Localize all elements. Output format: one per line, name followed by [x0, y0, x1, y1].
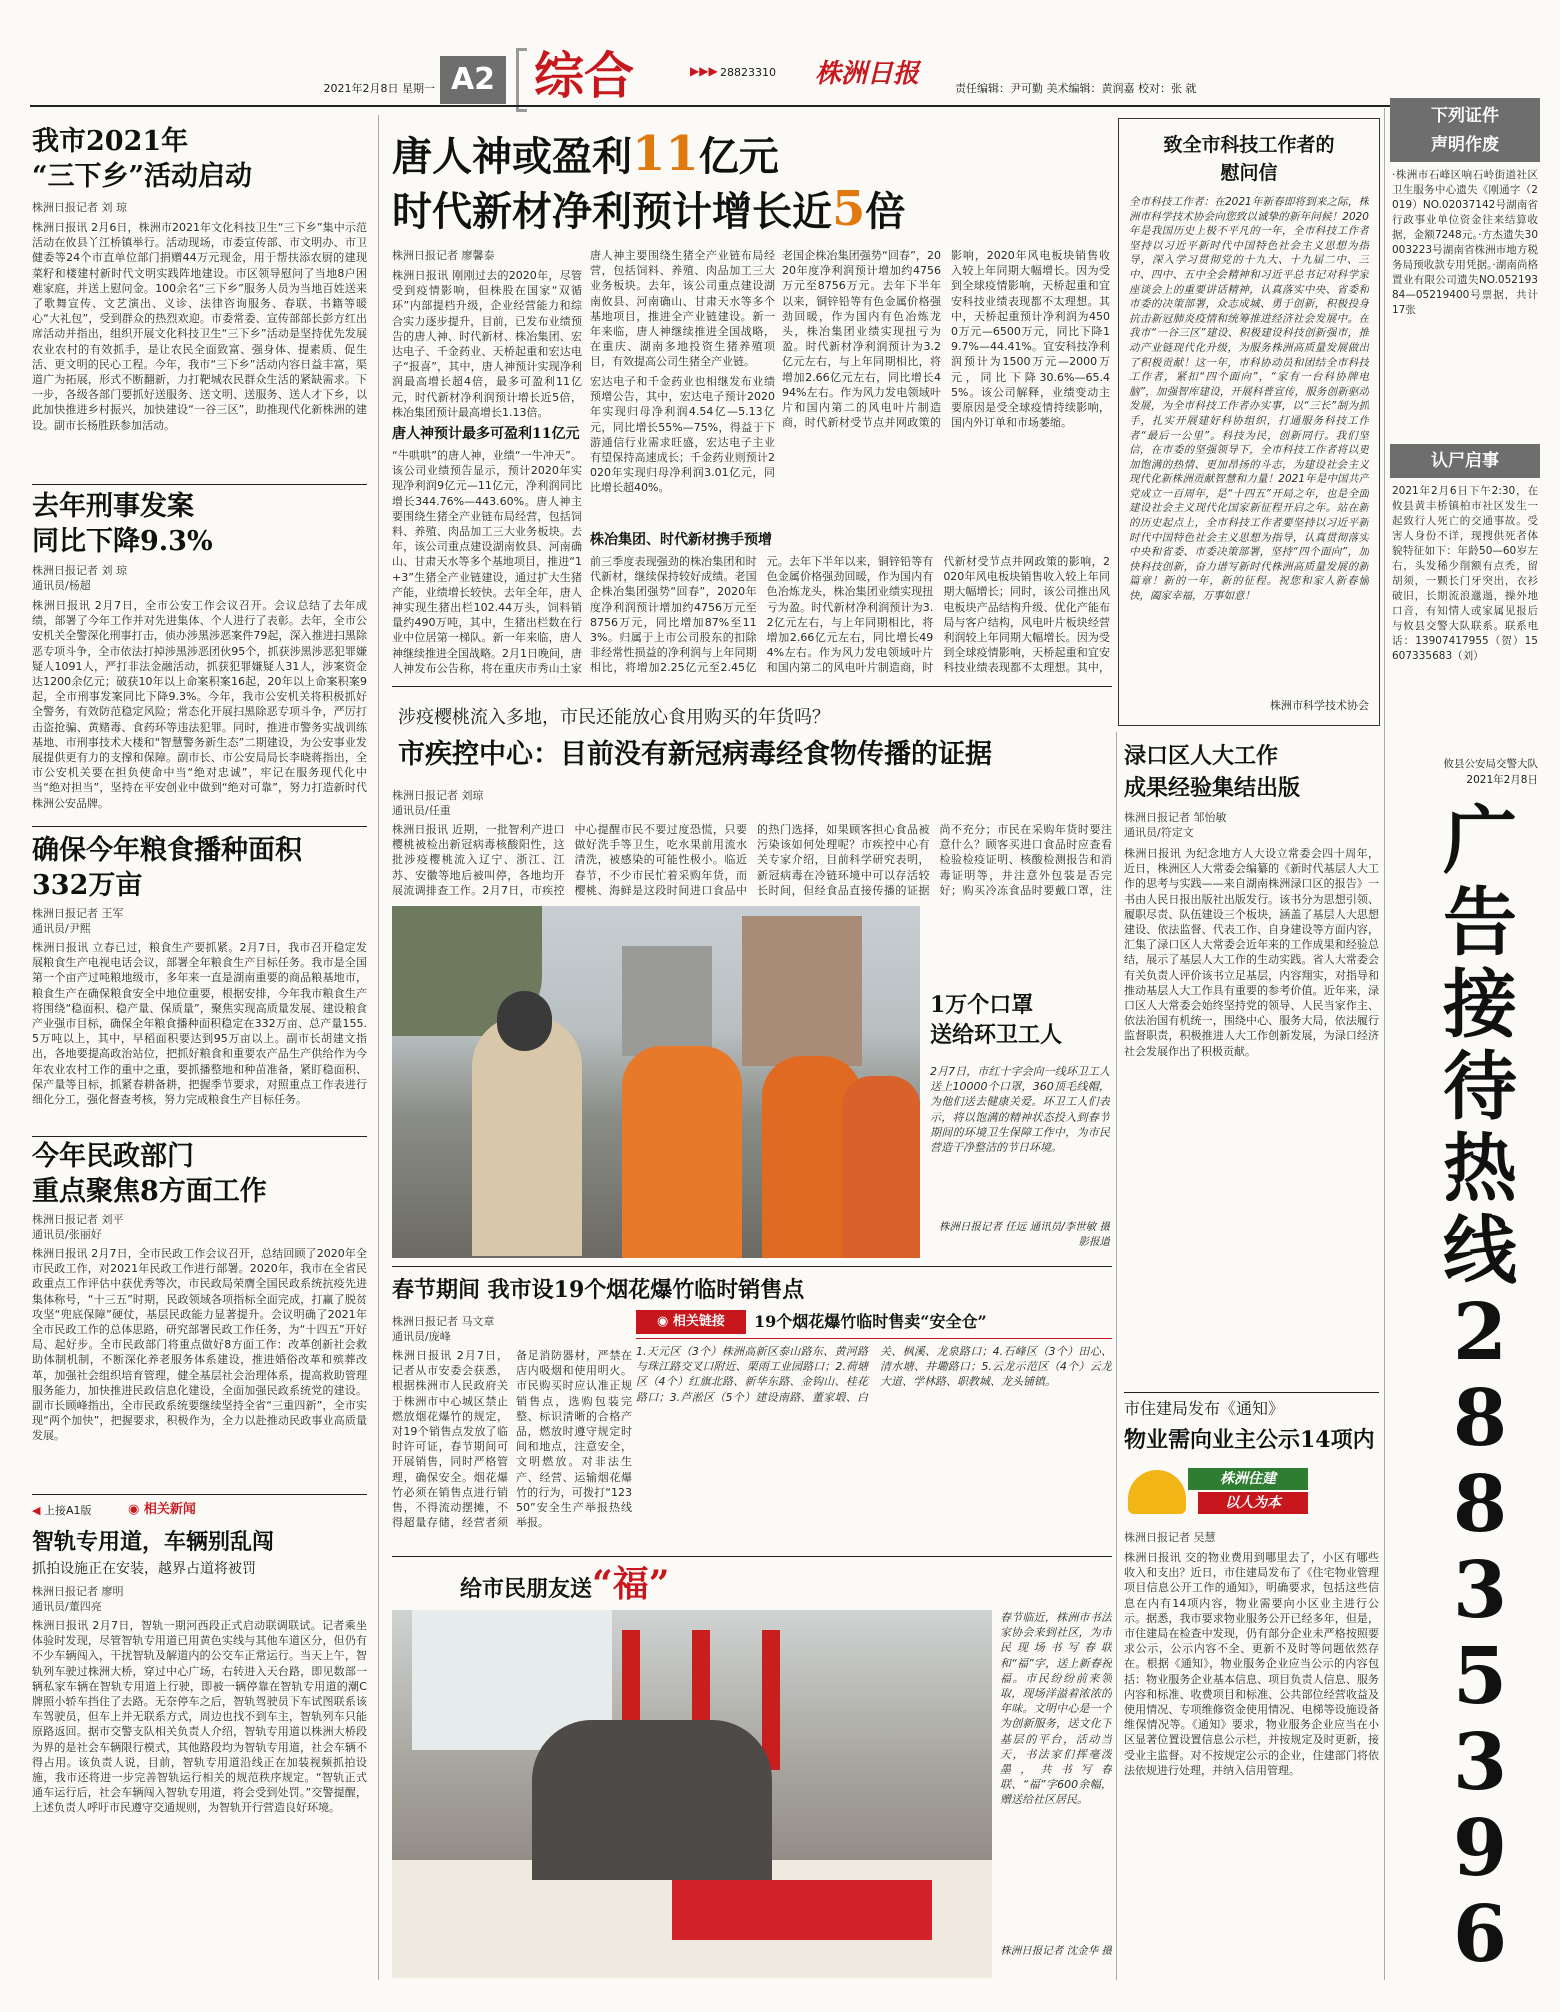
lead-body-4-top: 老国企株冶集团强势“回春”，2020年度净利润预计增加约4756万元至8756万元。去年下半年以来，铜锌铅等有色金属价格强劲回暖，作为国内有色冶炼龙头，株冶集团业绩实现扭亏为盈。时代新材净利润预计为3.2亿元左右，与上年同期相比，将增加2.66亿元左右，同比增长494%左右。作为风力发电领域叶片和国内第二的风电叶片制造商，时代新材受节点并网政策的影响，2020年风电板块销售收入较上年同期大幅增长。因为受到全球疫情影响，天桥起重和宜安科技业绩表现都不太理想。其中，天桥起重预计净利润为4500万元—6500万元，同比下降19.7%—44.41%。宜安科技净利润预计为1500万元—2000万元，同比下降30.6%—65.45%。该公司解释，业绩变动主要原因是受全球疫情持续影响，国内外订单和市场萎缩。 — [782, 249, 1110, 430]
b4-title-a: 给市民朋友送 — [460, 1576, 593, 1602]
letter-sign: 株洲市科学技术协会 — [1270, 699, 1369, 712]
mask-donation-photo — [392, 906, 920, 1258]
b4-title-b: “福” — [592, 1563, 670, 1605]
a5-tag — [128, 1500, 238, 1520]
lead-title-1c: 亿元 — [698, 133, 779, 180]
circle-dot-icon: ◉ — [657, 1314, 669, 1329]
a4-byline-1: 株洲日报记者 刘平 — [32, 1213, 124, 1226]
b2-caption-title-2: 送给环卫工人 — [930, 1022, 1063, 1048]
a1-title-1: 我市2021年 — [32, 126, 189, 157]
b3-box-rule — [636, 1338, 1112, 1339]
a5-prev-link[interactable] — [32, 1502, 122, 1518]
ad-hotline-number: 28835396 — [1452, 1290, 1508, 1980]
lead-byline: 株洲日报记者 廖馨泰 — [392, 249, 495, 262]
b1-title: 市疾控中心：目前没有新冠病毒经食物传播的证据 — [398, 739, 992, 770]
ads-vertical-rule — [1384, 108, 1385, 1980]
editor-line: 责任编辑：尹可勤 美术编辑：黄润嘉 校对：张 就 — [955, 82, 1197, 95]
a2-byline-2: 通讯员/杨超 — [32, 579, 91, 592]
b4-caption-sign: 株洲日报记者 沈金华 摄 — [1000, 1945, 1112, 1957]
lead-body-2: “牛哄哄”的唐人神，业绩“一牛冲天”。该公司业绩预告显示，预计2020年实现净利润9亿元—11亿元，净利润同比增长344.76%—443.60%。唐人神主要围绕生猪全产业链布局经营，包括饲料、养殖、肉品加工三大业务板块。去年，该公司重点建设湖南攸县、河南确山、甘肃天水等多个基地项目，推进“1+3”生猪全产业链建设，通过扩大生猪产能，业绩增长较快。去年全年，唐人神实现生猪出栏102.44万头，饲料销量约490万吨，其中，生猪出栏数在行业中位居第一梯队。新一年来临，唐人神继续推进全国战略。2月1日晚间，唐人神发布公告称，将在重庆市秀山土家 — [392, 449, 582, 675]
c1-byline-2: 通讯员/符定文 — [1124, 826, 1194, 839]
lead-body-3: 宏达电子和千金药业也相继发布业绩预增公告，其中，宏达电子预计2020年实现归母净利润4.54亿—5.13亿元，同比增长55%—75%，得益于下游通信行业需求旺盛，宏达电子主业有望保持高速成长；千金药业则预计2020年实现归母净利润3.01亿元，同比增长超40%。 — [590, 375, 775, 495]
col1-rule-3 — [32, 1136, 367, 1137]
c1-title-1: 渌口区人大工作 — [1124, 743, 1279, 769]
lead-title-2a: 时代新材净利预计增长近 — [392, 188, 832, 235]
col1-rule-1 — [32, 484, 367, 485]
masthead-date: 2021年2月8日 星期一 — [323, 82, 435, 95]
c2-body: 株洲日报讯 交的物业费用到哪里去了，小区有哪些收入和支出？近日，市住建局发布了《住宅物业管理项目信息公开工作的通知》，明确要求，包括这些信息在内有14项内容，物业需要向小区业主进行公示。据悉，我市要求物业服务公开已经多年，但是，市住建局在检查中发现，仍有部分企业未严格按照要求公示，公示内容不全、更新不及时等问题依然存在。根据《通知》，物业服务企业应当公示的内容包括：物业服务企业基本信息、项目负责人信息、服务内容和标准、收费项目和标准、公共部位经营收益及使用情况、专项维修资金使用情况、电梯等设施设备维保情况等。《通知》要求，物业服务企业应当在小区显著位置设置信息公示栏，并按规定及时更新，接受业主监督。对不按规定公示的企业，住建部门将依法依规进行处理，并纳入信用管理。 — [1124, 1551, 1379, 1777]
a1-byline: 株洲日报记者 刘 琼 — [32, 201, 127, 214]
lead-body-4: 前三季度表现强劲的株冶集团和时代新材，继续保持较好成绩。老国企株冶集团强势“回春”，2020年度净利润预计增加约4756万元至8756万元，同比增加87%至113%。归属于上市公司股东的扣除非经常性损益的净利润与上年同期相比，将增加2.25亿元至2.45亿元。去年下半年以来，铜锌铅等有色金属价格强劲回暖，作为国内有色冶炼龙头，株冶集团业绩实现扭亏为盈。时代新材净利润预计为3.2亿元左右，与上年同期相比，将增加2.66亿元左右，同比增长494%左右。作为风力发电领域叶片和国内第二的风电叶片制造商，时代新材受节点并网政策的影响，2020年风电板块销售收入较上年同期大幅增长；同时，该公司推出风电板块产品结构升级、优化产能布局与客户结构，风电叶片板块经营利润较上年同期大幅增长。因为受到全球疫情影响，天桥起重和宜安科技业绩表现都不太理想。其中， — [590, 555, 1110, 675]
b3-box-tag-label: 相关链接 — [672, 1314, 725, 1329]
lead-body-1: 株洲日报讯 刚刚过去的2020年，尽管受到疫情影响，但株股在国家“双循环”内部提档升级，企业经营能力和综合实力逐步提升，目前，已发布业绩预告的唐人神、时代新材、株冶集团、宏达电子、千金药业、天桥起重和宏达电子“报喜”，其中，唐人神预计实现净利润最高增长超4倍，最多可盈利11亿元，时代新材净利润预计增长近5倍，株冶集团预计最高增长1.13倍。 — [392, 269, 582, 418]
b3-top-rule — [392, 1266, 1112, 1267]
b2-caption-body: 2月7日，市红十字会向一线环卫工人送上10000个口罩，360顶毛线帽，为他们送去健康关爱。环卫工人们表示，将以饱满的精神状态投入到春节期间的环境卫生保障工作中，为市民营造干净整洁的节日环境。 — [930, 1065, 1110, 1155]
hotline-arrows: ▶▶▶ — [690, 64, 718, 78]
b3-body: 株洲日报讯 2月7日，记者从市安委会获悉，根据株洲市人民政府关于株洲市中心城区禁止燃放烟花爆竹的规定，对19个销售点发放了临时许可证，春节期间可开展销售，同时严格管理，确保安全。烟花爆竹必须在销售点进行销售，不得流动摆摊，不得超量存储，经营者须备足消防器材，严禁在店内吸烟和使用明火。市民购买时应认准正规销售点，选购包装完整、标识清晰的合格产品，燃放时遵守规定时间和地点，注意安全，文明燃放。对非法生产、经营、运输烟花爆竹的行为，可拨打“12350”安全生产举报热线举报。 — [392, 1349, 632, 1530]
a5-tag-label: 相关新闻 — [143, 1502, 196, 1517]
c2-logo — [1128, 1464, 1328, 1522]
lead-title-2 — [392, 183, 1112, 235]
photo-building — [742, 916, 862, 1066]
a4-byline-2: 通讯员/张丽好 — [32, 1228, 102, 1241]
c2-logo-text-2: 以人为本 — [1198, 1492, 1308, 1514]
a3-title-2: 332万亩 — [32, 870, 143, 901]
c2-kicker: 市住建局发布《通知》 — [1124, 1399, 1285, 1418]
b1-top-rule — [392, 686, 1112, 687]
letter-body: 全市科技工作者：在2021年新春即将到来之际，株洲市科学技术协会向您致以诚挚的新年问候！2020年是我国历史上极不平凡的一年，全市科技工作者坚持以习近平新时代中国特色社会主义思想为指导，深入学习贯彻党的十九大、十九届二中、三中、四中、五中全会精神和习近平总书记对科学家座谈会上的重要讲话精神，认真落实中央、省委和市委的决策部署，众志成城、勇于创新，积极投身抗击新冠肺炎疫情和统筹推进经济社会发展中。在我市“一谷三区”建设、积极建设科技创新强市，推动产业链现代化升级，为服务株洲高质量发展做出了积极贡献！这一年，市科协动员和团结全市科技工作者，紧扣“四个面向”，“家有一台科协牌电脑”，加强智库建设，开展科普宣传，服务创新驱动发展，为全市科技工作者办实事，以“三长”制为抓手，扎实开展建好科协组织，打通服务科技工作者“最后一公里”。科技为民，创新同行。我们坚信，在市委的坚强领导下，全市科技工作者将以更加饱满的热情、更加昂扬的斗志，为建设社会主义现代化新株洲贡献智慧和力量！2021年是中国共产党成立一百周年，是“十四五”开局之年，也是全面建设社会主义现代化国家新征程开启之年。站在新的历史起点上，全市科技工作者要坚持以习近平新时代中国特色社会主义思想为指导，认真贯彻落实中央和省委、市委决策部署，坚持“四个面向”，加快科技创新，奋力谱写新时代株洲高质量发展的新篇章！新的一年，新的征程。祝您和家人新春愉快，阖家幸福，万事如意！ — [1129, 196, 1369, 603]
a4-title-2: 重点聚焦8方面工作 — [32, 1176, 267, 1207]
photo-people — [532, 1720, 772, 1880]
a1-body: 株洲日报讯 2月6日，株洲市2021年文化科技卫生“三下乡”集中示范活动在攸县丫江桥镇举行。活动现场，市委宣传部、市文明办、市卫健委等24个市直单位部门捐赠44万元现金，用于帮扶添农厨的建现菜籽和楼建村新时代文明实践阵地建设。市区领导慰问了当地8户困难家庭，并送上慰问金。100余名“三下乡”服务人员为当地百姓送来了歌舞宣传、文艺演出、义诊、法律咨询服务、春联、书籍等暖心“大礼包”，受到群众的热烈欢迎。市委常委、宣传部部长彭方红出席活动并指出，组织开展文化科技卫生“三下乡”活动是坚持优先发展农业农村的有效抓手，是让农民全面致富、强身体、提素质、促生活、更文明的民心工程。今年，我市“三下乡”活动内容日益丰富，渠道广为拓展，形式不断翻新，力打靶城农民群众生活的紧缺需求。下一步，各级各部门要抓好送服务、送文明、送服务、送人才下乡，以此加快推进乡村振兴，加快建设“一谷三区”，助推现代化新株洲的建设。副市长杨胜跃参加活动。 — [32, 221, 367, 432]
a2-title-1: 去年刑事发案 — [32, 491, 194, 522]
a5-byline-1: 株洲日报记者 廖明 — [32, 1585, 124, 1598]
photo-worker-3 — [842, 1076, 920, 1258]
a5-title: 智轨专用道，车辆别乱闯 — [32, 1529, 275, 1555]
b3-box-title: 19个烟花爆竹临时售卖“安全仓” — [754, 1312, 987, 1331]
notice-sign-1: 攸县公安局交警大队 — [1443, 758, 1538, 770]
a1-title-2: “三下乡”活动启动 — [32, 161, 253, 192]
b3-link-box — [636, 1310, 1112, 1550]
a5-body: 株洲日报讯 2月7日，智轨一期河西段正式启动联调联试。记者乘坐体验时发现，尽管智轨专用道已用黄色实线与其他车道区分，但仍有不少车辆闯入，干扰智轨及解道内的公交车正常运行。当天上午，智轨列车驶过株洲大桥，穿过中心广场，右转进入天台路，即见数部一辆私家车辆在智轨专用道上行驶，即被一辆停靠在智轨专用道的潮C牌照小轿车挡住了去路。无奈停车之后，智轨驾驶员下车试图联系该车驾驶员，但车上并无联系方式，周边也找不到车主，智轨列车只能原路返回。据市交警支队相关负责人介绍，智轨专用道以株洲大桥段为界的是社会车辆限行模式，其他路段均为智轨专用道，社会车辆不得占用。该负责人说，目前，智轨专用道沿线正在加装视频抓拍设施，我市还将进一步完善智轨运行相关的规范秩序规定。“智轨正式通车运行后，社会车辆闯入智轨专用道，将会受到处罚。”交警提醒，上述负责人呼吁市民遵守交通规则，为智轨开行营造良好环境。 — [32, 1619, 367, 1815]
section-bracket-left — [516, 48, 527, 112]
photo-person-man — [472, 1016, 582, 1256]
b3-title: 春节期间 我市设19个烟花爆竹临时销售点 — [392, 1277, 805, 1303]
lead-title-1a: 唐人神或盈利 — [392, 133, 632, 180]
a2-title-2: 同比下降9.3% — [32, 526, 213, 557]
b3-byline-2: 通讯员/庞峰 — [392, 1330, 451, 1343]
notice-title: 认尸启事 — [1431, 451, 1499, 471]
a5-subtitle: 抓拍设施正在安装，越界占道将被罚 — [32, 1561, 256, 1577]
col1-rule-4 — [32, 1494, 367, 1495]
a2-byline-1: 株洲日报记者 刘 琼 — [32, 564, 127, 577]
page-number-badge — [440, 56, 506, 104]
b1-byline-2: 通讯员/任重 — [392, 804, 451, 817]
notice-sign-2: 2021年2月8日 — [1466, 774, 1538, 786]
a2-body: 株洲日报讯 2月7日，全市公安工作会议召开。会议总结了去年成绩，部署了今年工作并对先进集体、个人进行了表彰。去年，全市公安机关全警深化刑事打击，侦办涉黑涉恶案件79起，深入推进扫黑除恶专项斗争，全市依法打掉涉黑涉恶团伙95个，抓获涉黑涉恶犯罪嫌疑人1091人，严打非法金融活动，抓获犯罪嫌疑人31人，涉案资金达1200余亿元；破获10年以上命案积案16起，20年以上命案积案9起，全市刑事发案同比下降9.3%。今年，我市公安机关将积极抓好全警务，有效防范稳定风险；常态化开展扫黑除恶专项斗争，严厉打击盗抢骗、黄赌毒、食药环等违法犯罪。同时，推进市警务实战训练基地、市刑事技术大楼和“智慧警务新生态”二期建设，为公安事业发展提供更有力的支撑和保障。副市长、市公安局局长李晓蒋指出，全市公安机关要在担负使命中当“绝对忠诚”，牢记在服务现代化中当“绝对担当”，坚持在平安创业中做到“绝对可靠”，努力打造新时代株洲公安品牌。 — [32, 599, 367, 810]
c1-title-2: 成果经验集结出版 — [1124, 775, 1301, 801]
c2-byline: 株洲日报记者 吴慧 — [1124, 1531, 1216, 1544]
col-mid-vertical-rule — [1116, 732, 1117, 1980]
b4-top-rule — [392, 1556, 1112, 1557]
letter-title-2: 慰问信 — [1220, 162, 1278, 184]
lead-title-1 — [392, 128, 1112, 180]
b2-caption-title-1: 1万个口罩 — [930, 992, 1034, 1018]
photo-red-couplet-3 — [762, 1630, 780, 1770]
ad-hotline-label: 广告接待热线 — [1443, 800, 1517, 1290]
lead-subhead-2: 株冶集团、时代新材携手预增 — [590, 532, 772, 548]
a3-byline-2: 通讯员/尹熙 — [32, 922, 91, 935]
section-hotline: 28823310 — [720, 66, 776, 79]
lead-title-2b: 5 — [832, 183, 866, 235]
b4-title — [460, 1562, 860, 1606]
b3-box-tag — [636, 1310, 746, 1334]
ads-header — [1390, 98, 1540, 162]
page-number: A2 — [450, 62, 496, 97]
c-col-rule — [1124, 1392, 1379, 1393]
c2-title: 物业需向业主公示14项内 — [1124, 1427, 1375, 1453]
photo-building-2 — [622, 946, 712, 1056]
b2-caption-sign: 株洲日报记者 任远 通讯员/李世敏 摄影报道 — [938, 1221, 1110, 1248]
calligraphy-photo — [392, 1610, 992, 1978]
a4-title-1: 今年民政部门 — [32, 1141, 194, 1172]
a3-body: 株洲日报讯 立春已过，粮食生产要抓紧。2月7日，我市召开稳定发展粮食生产电视电话会议，部署全年粮食生产目标任务。我市是全国第一个亩产过吨粮地级市，多年来一直是湖南重要的商品粮基地市，粮食生产在确保粮食安全中地位重要，根据安排，今年我市粮食生产将围绕“稳面积、稳产量、保质量”，聚焦实现高质量发展、建设粮食产业强市目标，确保全年粮食播种面积稳定在332万亩、总产量155.5万吨以上，其中，早稻面积要达到95万亩以上。副市长胡建文指出，各地要提高政治站位，把抓好粮食和重要农产品生产供给作为今年农业农村工作的重中之重，要抓播整地和种苗准备，紧盯稳面积、保产量等目标，抓紧春耕备耕，把握季节要求，对照重点工作表进行细化分工，强化督查考核，努力完成粮食生产目标任务。 — [32, 941, 367, 1107]
b1-kicker: 涉疫樱桃流入多地，市民还能放心食用购买的年货吗？ — [398, 707, 830, 728]
a3-title-1: 确保今年粮食播种面积 — [32, 835, 302, 866]
a3-byline-1: 株洲日报记者 王军 — [32, 907, 124, 920]
circle-dot-icon: ◉ — [128, 1502, 140, 1517]
photo-worker-1 — [622, 1046, 742, 1258]
c2-logo-text-1: 株洲住建 — [1188, 1468, 1308, 1490]
notice-body: 2021年2月6日下午2:30，在攸县黄丰桥镇柏市社区发生一起致行人死亡的交通事故。受害人身份不详，现搜供死者体貌特征如下：年龄50—60岁左右，头发稀少削额有点秃，留胡须，一颗长门牙突出，衣衫破旧，长期流浪邋遢，操外地口音，有知情人或家属见报后与攸县交警大队联系。联系电话：13907417955（贺）15607335683（刘） — [1392, 485, 1538, 662]
ads-body: ·株洲市石峰区响石岭街道社区卫生服务中心遗失《刚通字（2019）NO.02037142号湖南省行政事业单位资金往来结算收据，金额7248元。·方杰遗失30003223号湖南省株洲市地方税务局预收款专用凭据。·湖南尚格置业有限公司遗失NO.05219384—05219400号票据，共计17张 — [1392, 169, 1538, 316]
letter-box — [1118, 118, 1380, 726]
col1-vertical-rule — [378, 115, 379, 1980]
paper-logo: 株洲日报 — [815, 59, 920, 89]
b4-caption: 春节临近，株洲市书法家协会来到社区，为市民现场书写春联和“福”字，送上新春祝福。市民纷纷前来领取，现场洋溢着浓浓的年味。文明中心是一个为创新服务，送文化下基层的平台，活动当天，书法家们挥毫泼墨，共书写春联、“福”字600余幅，赠送给社区居民。 — [1000, 1611, 1112, 1807]
lead-body-2-cont: 唐人神主要围绕生猪全产业链布局经营，包括饲料、养殖、肉品加工三大业务板块。去年，该公司重点建设湖南攸县、河南确山、甘肃天水等多个基地项目，推进全产业链建设。新一年来临，唐人神继续推进全国战略，在重庆、湖南多地投资生猪养殖项目，有效提高公司生猪全产业链。 — [590, 249, 775, 368]
arrow-left-icon: ◀ — [32, 1504, 41, 1517]
c1-byline-1: 株洲日报记者 邹怡敏 — [1124, 811, 1227, 824]
c1-body: 株洲日报讯 为纪念地方人大设立常委会四十周年，近日，株洲区人大常委会编纂的《新时代基层人大工作的思考与实践——来自湖南株洲渌口区的报告》一书由人民日报出版社出版发行。该书分为思想引领、履职尽责、队伍建设三个板块，涵盖了基层人大思想建设、依法监督、代表工作、自身建设等方面内容，汇集了渌口区人大常委会近年来的工作成果和经验总结，展示了基层人大工作的生动实践。省人大常委会有关负责人评价该书立足基层，内容翔实，对指导和推动基层人大工作具有重要的参考价值。近年来，渌口区人大常委会始终坚持党的领导、人民当家作主、依法治国有机统一，围绕中心、服务大局，依法履行监督职责，积极推进人大工作创新发展，为渌口经济社会发展作出了积极贡献。 — [1124, 847, 1379, 1058]
section-title: 综合 — [534, 46, 634, 105]
a5-prev-label: 上接A1版 — [43, 1504, 92, 1517]
photo-red-paper — [672, 1880, 932, 1940]
a4-body: 株洲日报讯 2月7日，全市民政工作会议召开，总结回顾了2020年全市民政工作，对2021年民政工作进行部署。2020年，我市在全省民政重点工作评估中获优秀等次，市民政局荣膺全国民政系统抗疫先进集体称号，“十三五”时期，民政领域各项指标全面完成，打赢了脱贫攻坚“兜底保障”硬仗，基层民政能力显著提升。会议明确了2021年全市民政工作的总体思路，研究部署民政工作任务，为“十四五”开好局、起好步。全市民政部门将重点做好8方面工作：改革创新社会救助体制机制，不断深化养老服务体系建设，推进婚俗改革和殡葬改革，加强社会组织培育管理，健全基层社会治理体系，提高救助管理服务能力，加快推进民政信息化建设，全面加强民政系统党的建设。副市长顾峰指出，全市民政系统要继续坚持全省“三重四新”，全市实现“两个加快”，把握要求，积极作为，全力以赴推动民政事业高质量发展。 — [32, 1247, 367, 1443]
b3-byline-1: 株洲日报记者 马文章 — [392, 1315, 495, 1328]
letter-title-1: 致全市科技工作者的 — [1163, 134, 1335, 156]
hard-hat-icon — [1128, 1470, 1186, 1514]
b3-box-body: 1.天元区（3个）株洲高新区泰山路东、黄河路与珠江路交叉口附近、栗雨工业园路口；2.荷塘区（4个）红旗北路、新华东路、金钩山、桂花路口；3.芦淞区（5个）建设南路、董家塅、白关、枫溪、龙泉路口；4.石峰区（3个）田心、清水塘、井墈路口；5.云龙示范区（4个）云龙大道、学林路、职教城、龙头铺镇。 — [636, 1345, 1112, 1404]
a5-byline-2: 通讯员/董四亮 — [32, 1600, 102, 1613]
b1-byline-1: 株洲日报记者 刘琼 — [392, 789, 484, 802]
lead-subhead-1: 唐人神预计最多可盈利11亿元 — [392, 426, 580, 442]
masthead-rule — [30, 105, 1410, 107]
lead-title-2c: 倍 — [865, 188, 906, 235]
ads-title-2: 声明作废 — [1431, 135, 1499, 155]
b1-body: 株洲日报讯 近期，一批智利产进口樱桃被检出新冠病毒核酸阳性，这批涉疫樱桃流入辽宁、浙江、江苏、安徽等地后被叫停，各地均开展流调排查工作。2月7日，市疾控中心提醒市民不要过度恐慌，只要做好洗手等卫生，吃水果前用流水清洗，被感染的可能性极小。临近春节，不少市民忙着采购年货，而樱桃、海鲜是这段时间进口食品中的热门选择，如果顾客担心食品被污染该如何处理呢？市疾控中心有关专家介绍，目前科学研究表明，新冠病毒在冷链环境中可以存活较长时间，但经食品直接传播的证据尚不充分；市民在采购年货时要注意什么？顾客买进口食品时应查看检验检疫证明、核酸检测报告和消毒证明等，并注意外包装是否完好；购买冷冻食品时要戴口罩，注 — [392, 823, 1112, 897]
col1-rule-2 — [32, 826, 367, 827]
notice-header — [1390, 444, 1540, 478]
photo-person-head — [497, 991, 552, 1051]
lead-title-1b: 11 — [632, 128, 699, 180]
ads-title-1: 下列证件 — [1431, 106, 1499, 126]
